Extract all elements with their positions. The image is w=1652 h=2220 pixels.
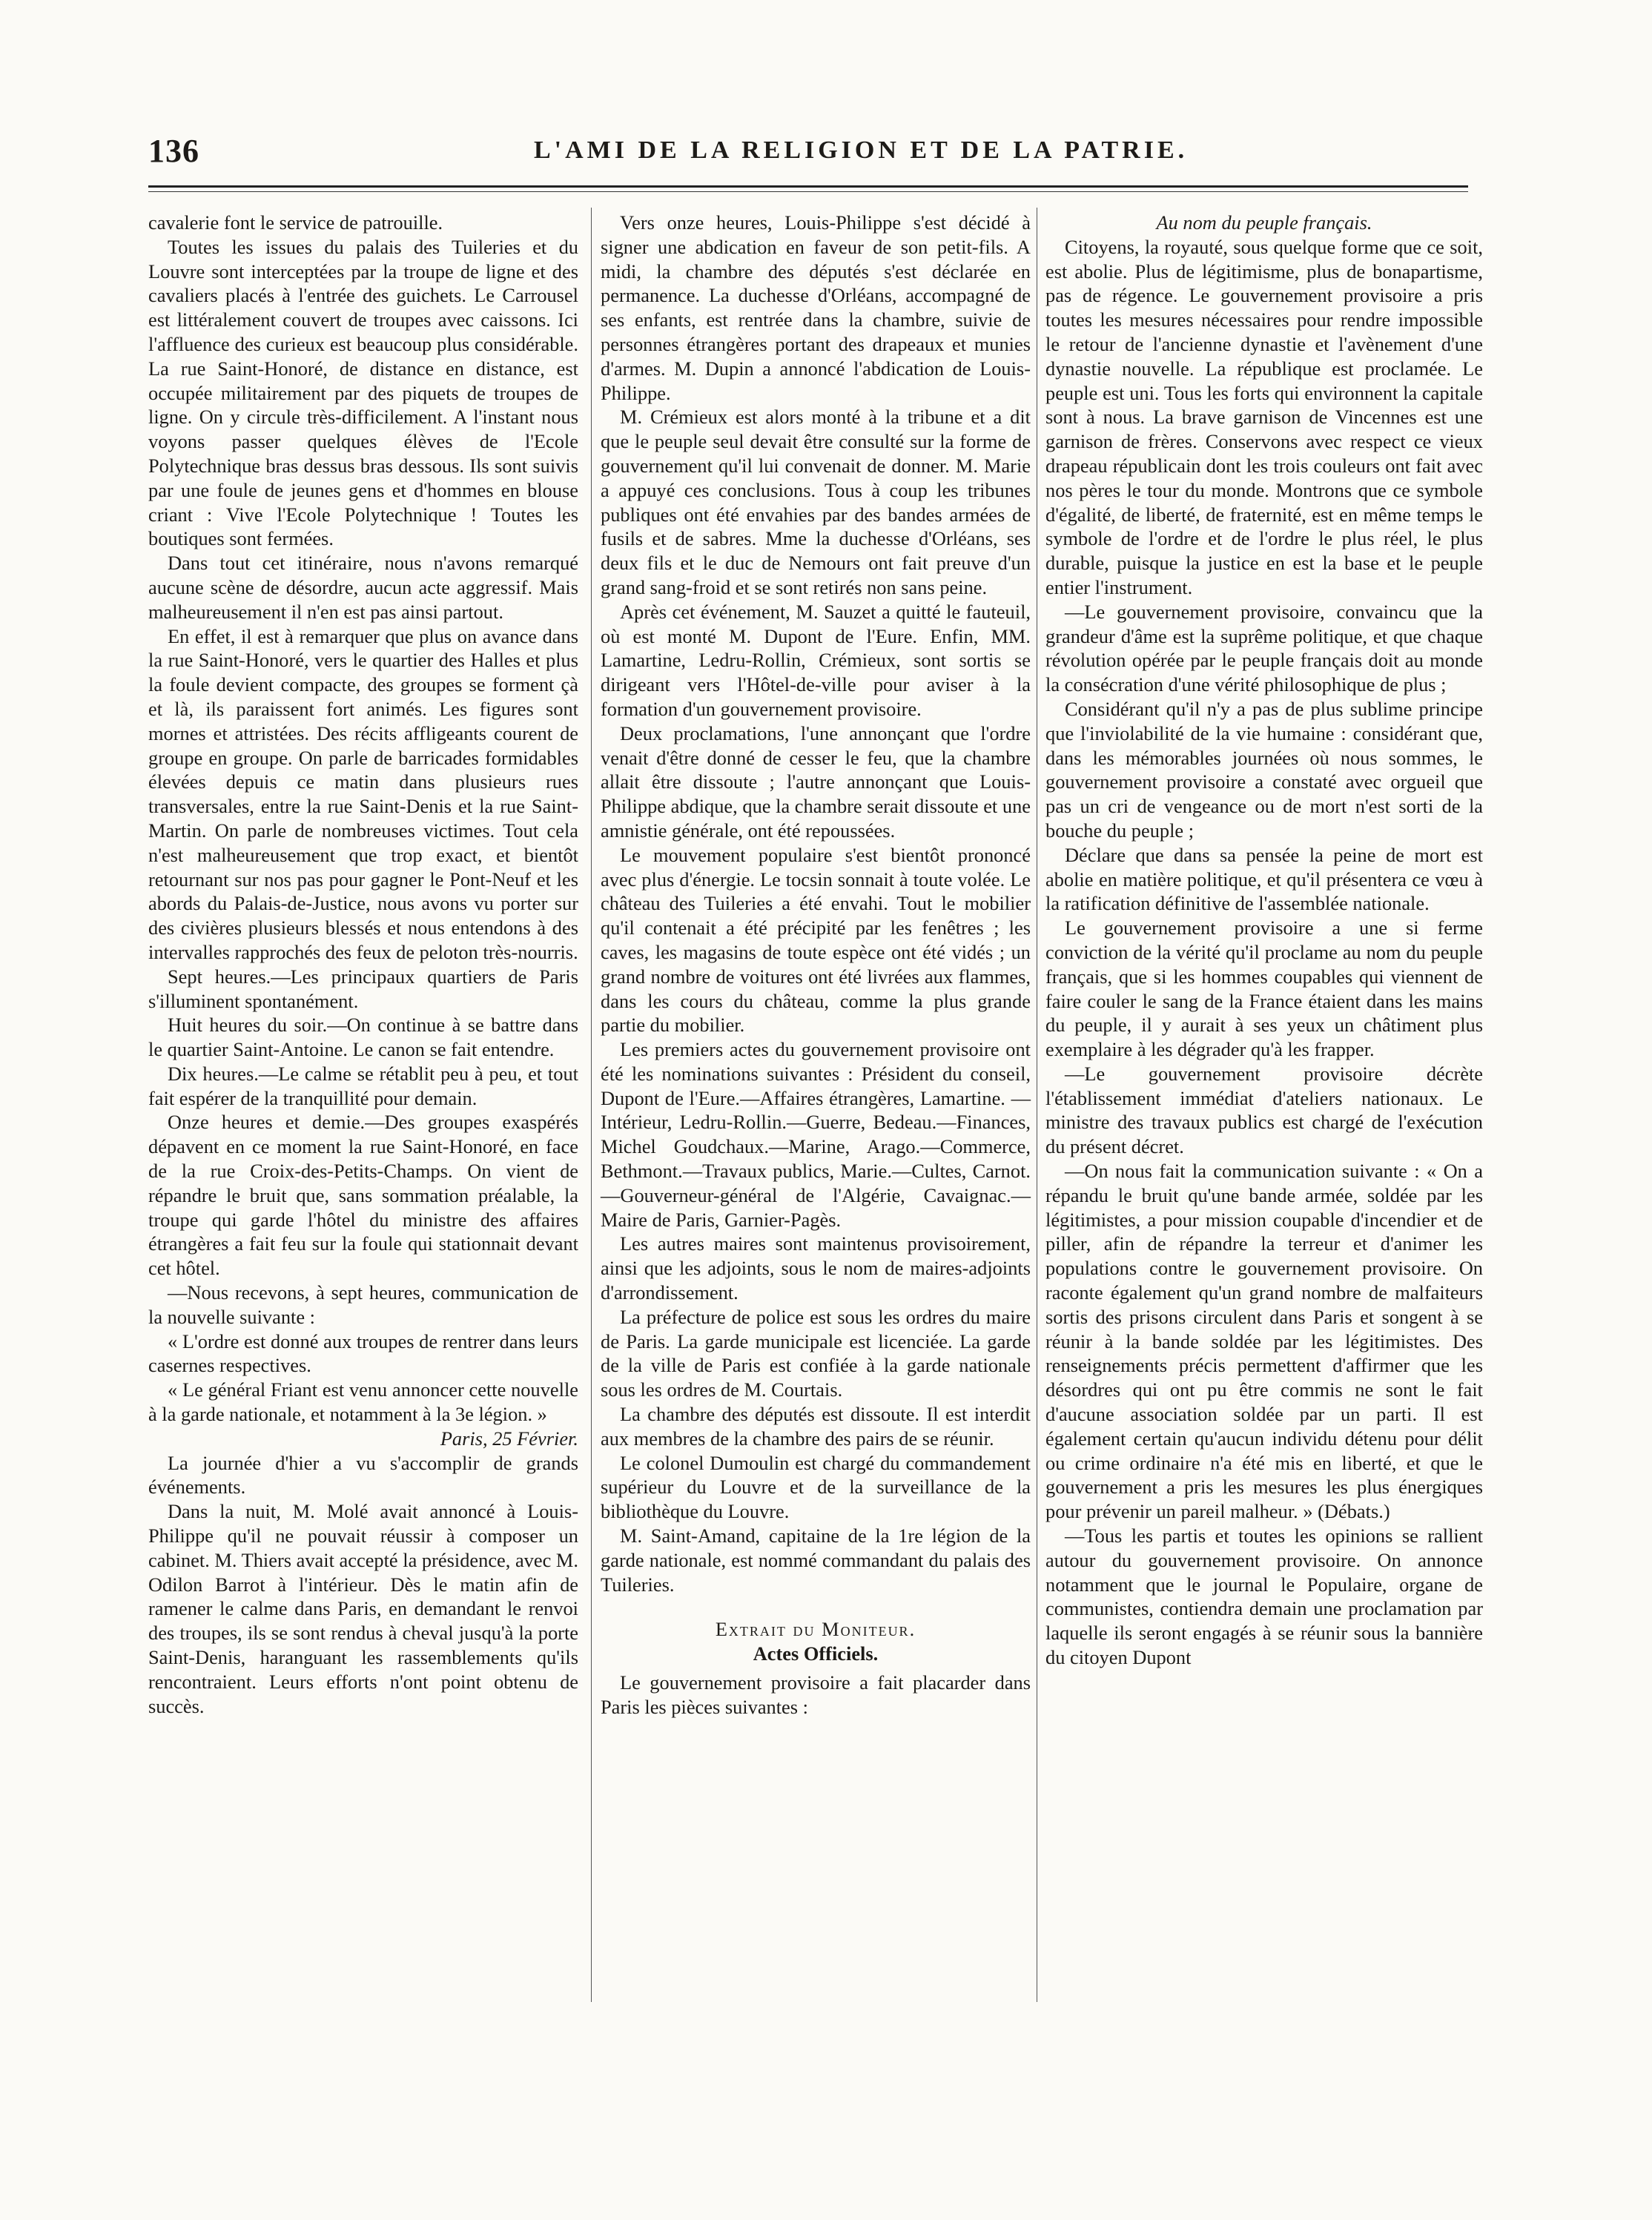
paragraph: La préfecture de police est sous les ordres du maire de Paris. La garde municipale est licenciée. La garde de la ville de Paris est confiée à la garde nationale sous les ordres de M. Courtais. [601, 1305, 1031, 1401]
paragraph: Toutes les issues du palais des Tuileries et du Louvre sont interceptées par la troupe de ligne et des cavaliers placés à l'entrée des guichets. Le Carrousel est littéralement couvert de troupes avec caissons. Ici l'affluence des curieux est beaucoup plus considérable. La rue Saint-Honoré, de distance en distance, est occupée militairement par des piquets de troupes de ligne. On y circule très-difficilement. A l'instant nous voyons passer quelques élèves de l'Ecole Polytechnique bras dessus bras dessous. Ils sont suivis par une foule de jeunes gens et d'hommes en blouse criant : Vive l'Ecole Polytechnique ! Toutes les boutiques sont fermées. [148, 235, 578, 550]
paragraph: —Tous les partis et toutes les opinions se rallient autour du gouvernement provisoire. On annonce notamment que le journal le Populaire, organe de communistes, contiendra demain une proclamation par laquelle ils seront engagés à se réunir sous la bannière du citoyen Dupont [1045, 1524, 1483, 1669]
paragraph: Huit heures du soir.—On continue à se battre dans le quartier Saint-Antoine. Le canon se fait entendre. [148, 1014, 578, 1061]
paragraph: Le colonel Dumoulin est chargé du commandement supérieur du Louvre et de la surveillance de la bibliothèque du Louvre. [601, 1451, 1031, 1523]
page-number: 136 [148, 133, 199, 169]
paragraph: Après cet événement, M. Sauzet a quitté le fauteuil, où est monté M. Dupont de l'Eure. Enfin, MM. Lamartine, Ledru-Rollin, Crémieux, sont sortis se dirigeant vers l'Hôtel-de-ville pour aviser à la formation d'un gouvernement provisoire. [601, 600, 1031, 720]
paragraph: Citoyens, la royauté, sous quelque forme que ce soit, est abolie. Plus de légitimisme, plus de bonapartisme, pas de régence. Le gouvernement provisoire a pris toutes les mesures nécessaires pour rendre impossible le retour de l'ancienne dynastie et l'avènement d'une dynastie nouvelle. La république est proclamée. Le peuple est uni. Tous les forts qui environnent la capitale sont à nous. La brave garnison de Vincennes est une garnison de frères. Conservons avec respect ce vieux drapeau républicain dont les trois couleurs ont fait avec nos pères le tour du monde. Montrons que ce symbole d'égalité, de liberté, de fraternité, est en même temps le symbole de l'ordre et de l'ordre le plus réel, le plus durable, puisque la justice en est la base et le peuple entier l'instrument. [1045, 235, 1483, 598]
proclamation-heading: Au nom du peuple français. [1156, 211, 1372, 234]
paragraph: Onze heures et demie.—Des groupes exaspérés dépavent en ce moment la rue Saint-Honoré, en face de la rue Croix-des-Petits-Champs. On vient de répandre le bruit que, sans sommation préalable, la troupe qui garde l'hôtel du ministre des affaires étrangères a fait feu sur la foule qui stationnait devant cet hôtel. [148, 1111, 578, 1280]
paragraph: Dix heures.—Le calme se rétablit peu à peu, et tout fait espérer de la tranquillité pour demain. [148, 1062, 578, 1109]
paragraph: Deux proclamations, l'une annonçant que l'ordre venait d'être donné de cesser le feu, que la chambre allait être dissoute ; l'autre annonçant que Louis-Philippe abdique, que la chambre serait dissoute et une amnistie générale, ont été repoussées. [601, 721, 1031, 842]
paragraph: Le gouvernement provisoire a fait placarder dans Paris les pièces suivantes : [601, 1671, 1031, 1718]
paragraph: M. Saint-Amand, capitaine de la 1re légion de la garde nationale, est nommé commandant du palais des Tuileries. [601, 1524, 1031, 1596]
column-separator [591, 208, 592, 2002]
paragraph: Considérant qu'il n'y a pas de plus sublime principe que l'inviolabilité de la vie humaine : considérant que, dans les mémorables journées où nous sommes, le gouvernement provisoire a constaté avec orgueil que pas un cri de vengeance ou de mort n'est sorti de la bouche du peuple ; [1045, 697, 1483, 842]
paragraph: Dans tout cet itinéraire, nous n'avons remarqué aucune scène de désordre, aucun acte aggressif. Mais malheureusement il n'en est pas ainsi partout. [148, 552, 578, 623]
paragraph: Dans la nuit, M. Molé avait annoncé à Louis-Philippe qu'il ne pouvait réussir à composer un cabinet. M. Thiers avait accepté la présidence, avec M. Odilon Barrot à l'intérieur. Dès le matin afin de ramener le calme dans Paris, en demandant le renvoi des troupes, ils se sont rendus à cheval jusqu'à la porte Saint-Denis, haranguant les rassemblements qu'ils rencontraient. Leurs efforts n'ont point obtenu de succès. [148, 1500, 578, 1717]
paragraph: —Le gouvernement provisoire décrète l'établissement immédiat d'ateliers nationaux. Le ministre des travaux publics est chargé de l'exécution du présent décret. [1045, 1062, 1483, 1158]
paragraph: cavalerie font le service de patrouille. [148, 211, 443, 234]
journal-title: L'AMI DE LA RELIGION ET DE LA PATRIE. [534, 136, 1189, 164]
paragraph: La journée d'hier a vu s'accomplir de grands événements. [148, 1451, 578, 1499]
column-2 [601, 211, 1031, 1719]
paragraph: —Nous recevons, à sept heures, communication de la nouvelle suivante : [148, 1281, 578, 1328]
paragraph: Les autres maires sont maintenus provisoirement, ainsi que les adjoints, sous le nom de maires-adjoints d'arrondissement. [601, 1232, 1031, 1304]
paragraph: Sept heures.—Les principaux quartiers de Paris s'illuminent spontanément. [148, 965, 578, 1012]
paragraph: Le mouvement populaire s'est bientôt prononcé avec plus d'énergie. Le tocsin sonnait à toute volée. Le château des Tuileries a été envahi. Tout le mobilier qu'il contenait a été précipité par les fenêtres ; les caves, les magasins de toute espèce ont été vidés ; un grand nombre de voitures ont été livrées aux flammes, dans les cours du château, comme la plus grande partie du mobilier. [601, 843, 1031, 1037]
paragraph: En effet, il est à remarquer que plus on avance dans la rue Saint-Honoré, vers le quartier des Halles et plus la foule devient compacte, des groupes se forment çà et là, ils paraissent fort animés. Les figures sont mornes et attristées. Des récits affligeants courent de groupe en groupe. On parle de barricades formidables élevées depuis ce matin dans plusieurs rues transversales, entre la rue Saint-Denis et la rue Saint-Martin. On parle de nombreuses victimes. Tout cela n'est malheureusement que trop exact, et bientôt retournant sur nos pas pour gagner le Pont-Neuf et les abords du Palais-de-Justice, nous avons vu porter sur des civières plusieurs blessés et nous entendons à des intervalles rapprochés des feux de peloton très-nourris. [148, 624, 578, 963]
dateline: Paris, 25 Février. [440, 1427, 578, 1450]
column-1 [148, 211, 578, 1718]
paragraph: La chambre des députés est dissoute. Il est interdit aux membres de la chambre des pairs de se réunir. [601, 1403, 1031, 1450]
paragraph: Le gouvernement provisoire a une si ferme conviction de la vérité qu'il proclame au nom du peuple français, que si les hommes coupables qui viennent de faire couler le sang de la France étaient dans les mains du peuple, il y aurait à ses yeux un châtiment plus exemplaire à les dégrader qu'à les frapper. [1045, 916, 1483, 1061]
paragraph: Vers onze heures, Louis-Philippe s'est décidé à signer une abdication en faveur de son petit-fils. A midi, la chambre des députés s'est déclarée en permanence. La duchesse d'Orléans, accompagné de ses enfants, est rentrée dans la chambre, suivie de personnes étrangères portant des drapeaux et munies d'armes. M. Dupin a annoncé l'abdication de Louis-Philippe. [601, 211, 1031, 404]
paragraph: —On nous fait la communication suivante : « On a répandu le bruit qu'une bande armée, soldée par les légitimistes, a pour mission coupable d'incendier et de piller, afin de répandre la terreur et d'animer les populations contre le gouvernement provisoire. On raconte également qu'un grand nombre de malfaiteurs sortis des prisons circulent dans Paris et songent à se réunir à la bande soldée par les légitimistes. Des renseignements précis permettent d'affirmer que les désordres qui ont pu être commis ne sont le fait d'aucune association soldée par un parti. Il est également certain qu'aucun individu détenu pour délit ou crime ordinaire n'a été mis en liberté, et que le gouvernement a pris les mesures les plus énergiques pour prévenir un pareil malheur. » (Débats.) [1045, 1160, 1483, 1523]
header-rule-thin [148, 191, 1468, 192]
section-heading: Extrait du Moniteur. [715, 1618, 916, 1641]
paragraph: « L'ordre est donné aux troupes de rentrer dans leurs casernes respectives. [148, 1329, 578, 1377]
paragraph: « Le général Friant est venu annoncer cette nouvelle à la garde nationale, et notamment à la 3e légion. » [148, 1378, 578, 1426]
column-3 [1045, 211, 1483, 1670]
running-head [148, 132, 1468, 176]
paragraph: Déclare que dans sa pensée la peine de mort est abolie en matière politique, et qu'il présentera ce vœu à la ratification définitive de l'assemblée nationale. [1045, 843, 1483, 915]
paragraph: —Le gouvernement provisoire, convaincu que la grandeur d'âme est la suprême politique, et que chaque révolution opérée par le peuple français doit au monde la consécration d'une vérité philosophique de plus ; [1045, 600, 1483, 696]
paragraph: Les premiers actes du gouvernement provisoire ont été les nominations suivantes : Président du conseil, Dupont de l'Eure.—Affaires étrangères, Lamartine. —Intérieur, Ledru-Rollin.—Guerre, Bedeau.—Finances, Michel Goudchaux.—Marine, Arago.—Commerce, Bethmont.—Travaux publics, Marie.—Cultes, Carnot. —Gouverneur-général de l'Algérie, Cavaignac.—Maire de Paris, Garnier-Pagès. [601, 1038, 1031, 1231]
paragraph: M. Crémieux est alors monté à la tribune et a dit que le peuple seul devait être consulté sur la forme de gouvernement qu'il lui convenait de donner. M. Marie a appuyé ces conclusions. Tous à coup les tribunes publiques ont été envahies par des bandes armées de fusils et de sabres. Mme la duchesse d'Orléans, ses deux fils et le duc de Nemours ont fait preuve d'un grand sang-froid et se sont retirés non sans peine. [601, 406, 1031, 598]
header-rule-thick [148, 185, 1468, 188]
section-subheading: Actes Officiels. [753, 1642, 879, 1665]
